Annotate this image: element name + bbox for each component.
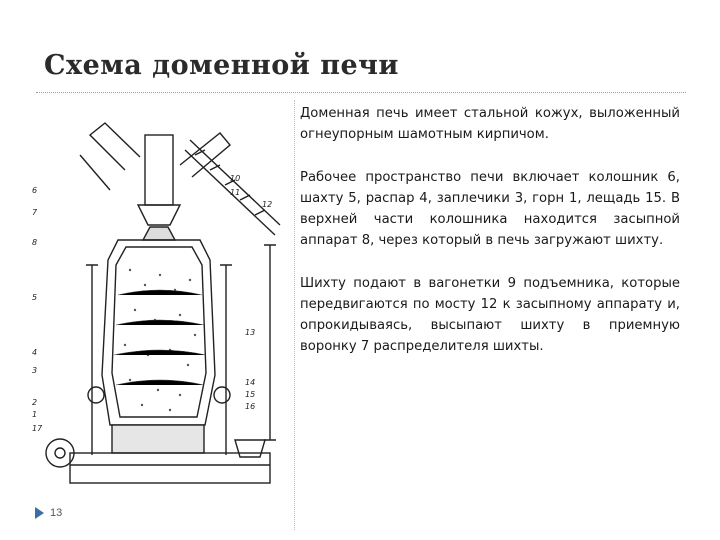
label-7: 7 [32,208,38,217]
paragraph-charging: Шихту подают в вагонетки 9 подъемника, которые передвигаются по мосту 12 к засыпному аппарату и, опрокидываясь, высыпают шихту в приемную воронку 7 распределителя шихты. [300,276,680,354]
title-divider [36,92,686,93]
charging-apparatus [145,135,173,205]
label-11: 11 [230,188,241,197]
gas-pipe-left [90,123,140,170]
gas-pipe-left-2 [80,155,110,190]
slag-ladle [235,440,265,457]
bell [143,227,175,240]
label-17: 17 [32,424,43,433]
label-6: 6 [32,186,38,195]
label-14: 14 [245,378,256,387]
label-4: 4 [32,348,38,357]
charge-layers [114,290,206,385]
label-5: 5 [32,293,38,302]
label-13: 13 [245,328,256,337]
paragraph-workspace: Рабочее пространство печи включает колошник 6, шахту 5, распар 4, заплечики 3, горн 1, лещадь 15. В верхней части колошника находится засыпной аппарат 8, через который в печь загружают шихту. [300,170,680,248]
label-15: 15 [245,390,256,399]
hopper [138,205,180,225]
height-dimension [264,245,276,440]
label-16: 16 [245,402,256,411]
label-12: 12 [262,200,273,209]
label-8: 8 [32,238,38,247]
blast-furnace-diagram [30,95,295,495]
hearth [112,425,204,453]
label-3: 3 [32,366,38,375]
slide-title: Схема доменной печи [44,50,399,81]
furnace-lining [112,247,206,417]
label-1: 1 [32,410,38,419]
paragraph-shell: Доменная печь имеет стальной кожух, выложенный огнеупорным шамотным кирпичом. [300,106,680,142]
bustle-pipe-left [88,387,104,403]
furnace-shell [102,240,215,425]
slide-number: 13 [50,507,63,519]
label-10: 10 [230,174,241,183]
slide-marker-icon [34,506,46,520]
label-2: 2 [32,398,38,407]
description [300,103,680,379]
bustle-pipe-right [214,387,230,403]
